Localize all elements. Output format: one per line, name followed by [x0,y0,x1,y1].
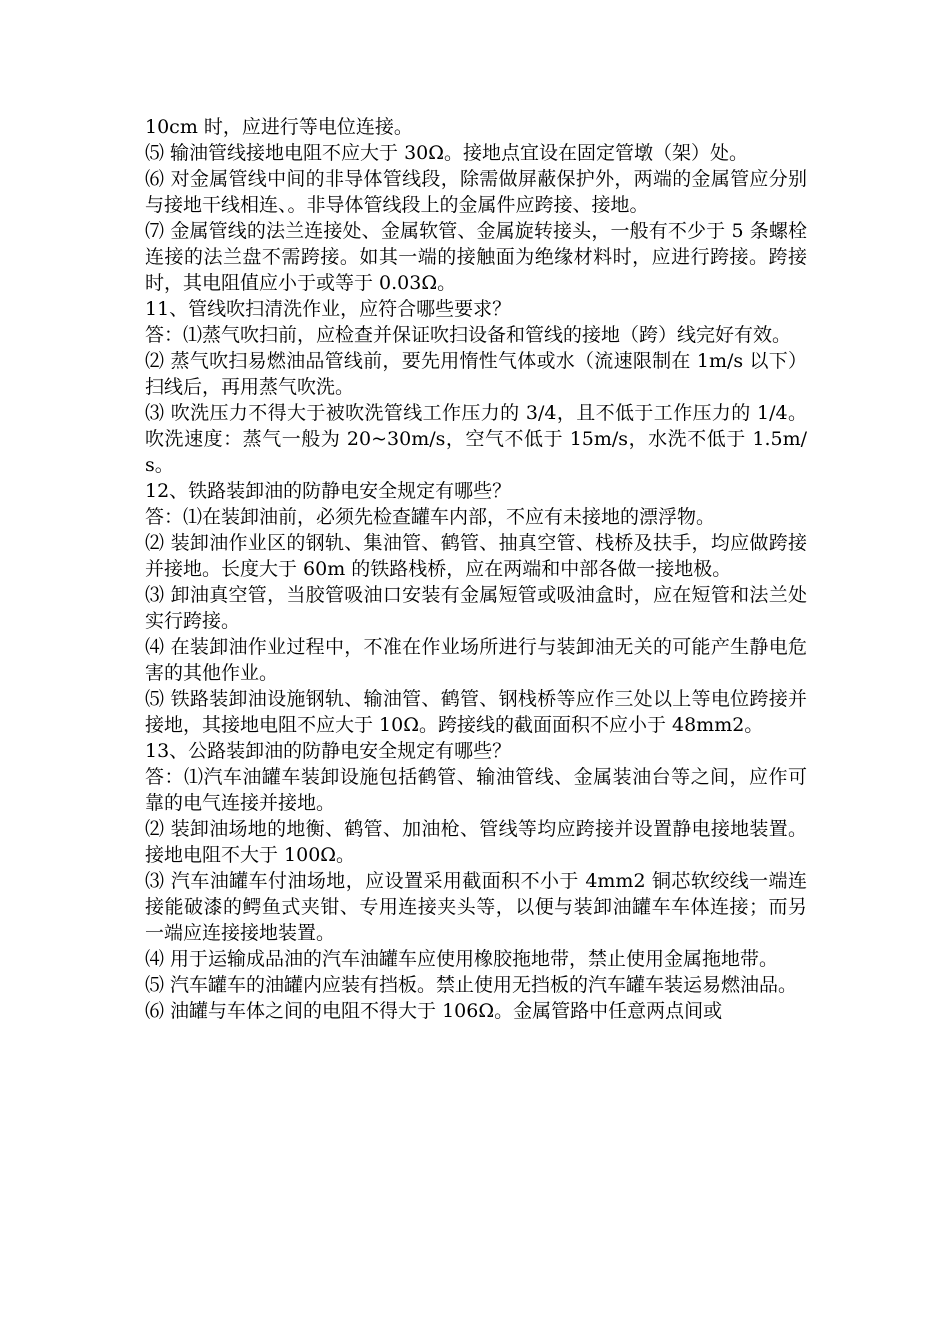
answer-13-item-6: ⑹ 油罐与车体之间的电阻不得大于 106Ω。金属管路中任意两点间或 [145,1000,723,1022]
paragraph-item-6-nonconductor-segment: ⑹ 对金属管线中间的非导体管线段，除需做屏蔽保护外，两端的金属管应分别与接地干线相连、。非导体管线段上的金属件应跨接、接地。 [145,168,807,216]
answer-11-item-2: ⑵ 蒸气吹扫易燃油品管线前，要先用惰性气体或水（流速限制在 1m/s 以下）扫线后，再用蒸气吹洗。 [145,350,807,398]
answer-13-item-2: ⑵ 装卸油场地的地衡、鹤管、加油枪、管线等均应跨接并设置静电接地装置。接地电阻不大于 100Ω。 [145,818,807,866]
question-12-heading: 12、铁路装卸油的防静电安全规定有哪些？ [145,480,512,502]
paragraph-item-5-grounding-resistance: ⑸ 输油管线接地电阻不应大于 30Ω。接地点宜设在固定管墩（架）处。 [145,142,749,164]
answer-13-item-1: 答：⑴汽车油罐车装卸设施包括鹤管、输油管线、金属装油台等之间，应作可靠的电气连接并接地。 [145,766,807,814]
answer-12-item-1: 答：⑴在装卸油前，必须先检查罐车内部，不应有未接地的漂浮物。 [145,506,716,528]
paragraph-item-7-flange-bridging: ⑺ 金属管线的法兰连接处、金属软管、金属旋转接头，一般有不少于 5 条螺栓连接的法兰盘不需跨接。如其一端的接触面为绝缘材料时，应进行跨接。跨接时，其电阻值应小于或等于 0.03Ω。 [145,220,807,294]
answer-12-item-5: ⑸ 铁路装卸油设施钢轨、输油管、鹤管、钢栈桥等应作三处以上等电位跨接并接地，其接地电阻不应大于 10Ω。跨接线的截面面积不应小于 48mm2。 [145,688,807,736]
answer-12-item-3: ⑶ 卸油真空管，当胶管吸油口安装有金属短管或吸油盒时，应在短管和法兰处实行跨接。 [145,584,807,632]
question-13-heading: 13、公路装卸油的防静电安全规定有哪些？ [145,740,512,762]
answer-11-item-3: ⑶ 吹洗压力不得大于被吹洗管线工作压力的 3/4，且不低于工作压力的 1/4。吹洗速度：蒸气一般为 20~30m/s，空气不低于 15m/s，水洗不低于 1.5m/s。 [145,402,807,476]
question-11-heading: 11、管线吹扫清洗作业，应符合哪些要求？ [145,298,512,320]
answer-13-item-3: ⑶ 汽车油罐车付油场地，应设置采用截面积不小于 4mm2 铜芯软绞线一端连接能破漆的鳄鱼式夹钳、专用连接夹头等，以便与装卸油罐车车体连接；而另一端应连接接地装置。 [145,870,807,944]
document-body [145,114,807,1024]
answer-13-item-5: ⑸ 汽车罐车的油罐内应装有挡板。禁止使用无挡板的汽车罐车装运易燃油品。 [145,974,798,996]
answer-12-item-2: ⑵ 装卸油作业区的钢轨、集油管、鹤管、抽真空管、栈桥及扶手，均应做跨接并接地。长度大于 60m 的铁路栈桥，应在两端和中部各做一接地极。 [145,532,807,580]
answer-12-item-4: ⑷ 在装卸油作业过程中，不准在作业场所进行与装卸油无关的可能产生静电危害的其他作业。 [145,636,807,684]
answer-11-item-1: 答：⑴蒸气吹扫前，应检查并保证吹扫设备和管线的接地（跨）线完好有效。 [145,324,792,346]
answer-13-item-4: ⑷ 用于运输成品油的汽车油罐车应使用橡胶拖地带，禁止使用金属拖地带。 [145,948,779,970]
paragraph-continuation: 10cm 时，应进行等电位连接。 [145,116,413,138]
